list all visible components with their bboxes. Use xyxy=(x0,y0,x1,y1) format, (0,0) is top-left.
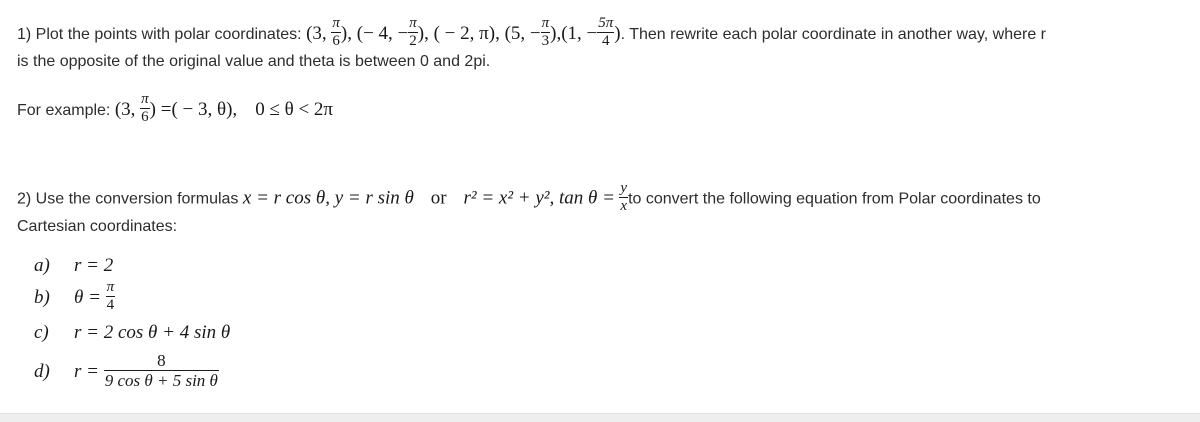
item-equation: r = xyxy=(74,360,99,382)
fraction: $\frac{\pi}{6}$ xyxy=(141,91,149,125)
item-d xyxy=(34,351,219,391)
formula-2: r² = x² + y², tan θ = xyxy=(463,187,615,209)
q2-suffix: to convert the following equation from Polar coordinates to xyxy=(628,190,1041,208)
fraction: $\frac{\pi}{6}$ xyxy=(332,15,340,49)
question-1-line-2: is the opposite of the original value and theta is between 0 and 2pi. xyxy=(17,53,491,70)
item-b xyxy=(34,279,115,315)
item-a xyxy=(34,255,113,277)
or-text: or xyxy=(430,187,447,209)
footer-bar xyxy=(0,413,1200,422)
example-label: For example: xyxy=(17,101,111,119)
item-c xyxy=(34,322,230,344)
fraction: $\frac{\pi}{3}$ xyxy=(541,15,550,49)
fraction: $\frac{8}{\text{9 cos θ + 5 sin θ}}$ xyxy=(104,351,218,390)
formula-1: x = r cos θ, y = r sin θ xyxy=(242,187,414,209)
item-equation: r = 2 xyxy=(74,255,114,276)
item-equation: θ = xyxy=(74,286,101,308)
item-label: d) xyxy=(34,360,50,382)
item-equation: r = 2 cos θ + 4 sin θ xyxy=(74,322,231,343)
q2-prefix: 2) Use the conversion formulas xyxy=(17,190,239,208)
item-label: c) xyxy=(34,322,49,343)
tan-fraction: $\frac{y}{x}$ xyxy=(620,180,628,214)
fraction: $\frac{\pi}{2}$ xyxy=(409,15,417,49)
question-2-line-1 xyxy=(17,180,1041,216)
item-label: a) xyxy=(34,255,50,276)
question-1-line-1 xyxy=(17,15,1047,51)
example-line xyxy=(17,91,334,127)
fraction: $\frac{\pi}{4}$ xyxy=(106,279,115,313)
q1-suffix: . Then rewrite each polar coordinate in another way, where r xyxy=(620,25,1047,43)
example-equation: (3, $\frac{\pi}{6}$ ) =( − 3, θ), 0 ≤ θ < 2π xyxy=(114,91,334,125)
q1-prefix: 1) Plot the points with polar coordinates: xyxy=(17,25,302,43)
question-2-line-2: Cartesian coordinates: xyxy=(17,218,178,235)
point-list: (3, $\frac{\pi}{6}$ ), (− 4, − $\frac{\pi}{2}$ ), ( − 2, π), (5, − $\frac{\pi}{3}$ ),(1, − $\frac{5\pi}{4}$ ) xyxy=(306,15,621,49)
fraction: $\frac{5\pi}{4}$ xyxy=(598,15,614,49)
item-label: b) xyxy=(34,286,50,308)
